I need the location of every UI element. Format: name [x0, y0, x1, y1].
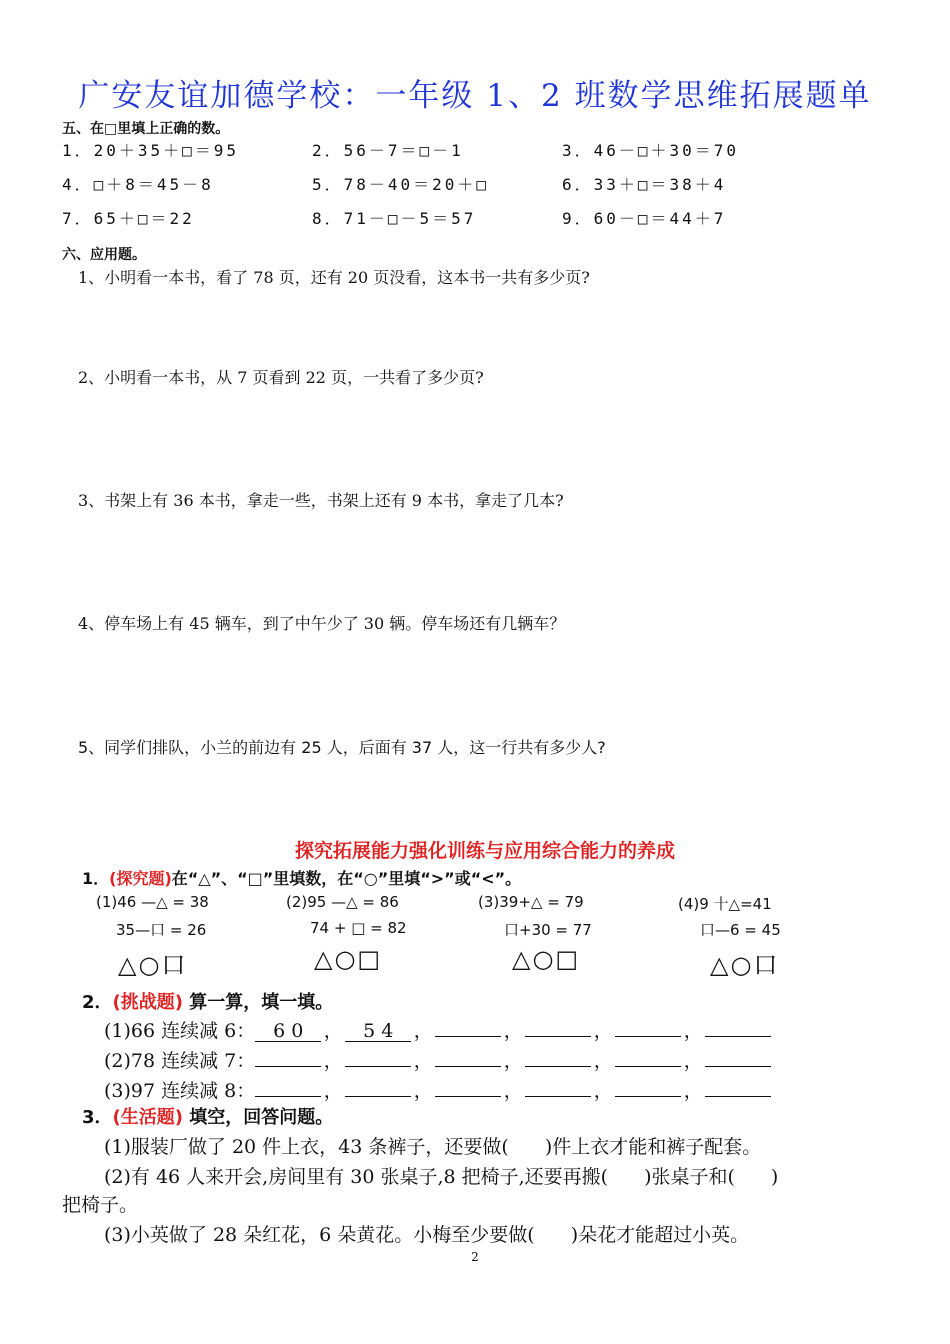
question-text: )	[770, 1166, 779, 1188]
answer-blank[interactable]	[345, 1046, 411, 1067]
section-6-heading: 六、应用题。	[62, 247, 146, 263]
equation-3: 3．46－□＋30＝70	[562, 141, 740, 160]
exercise-3-question-1	[104, 1132, 761, 1159]
exercise-3-question-2	[104, 1162, 778, 1189]
word-problem-4: 4、停车场上有 45 辆车，到了中午少了 30 辆。停车场还有几辆车？	[78, 614, 566, 633]
exercise-2-heading	[82, 988, 333, 1014]
exercise-1-compare-3: △○□	[512, 945, 581, 973]
question-text: )朵花才能超过小英。	[570, 1224, 750, 1246]
answer-blank[interactable]	[705, 1016, 771, 1037]
exercise-1-item-3-top: (3)39+△ = 79	[478, 893, 584, 911]
answer-blank[interactable]	[615, 1016, 681, 1037]
equation-2: 2．56－7＝□－1	[312, 141, 464, 160]
section-subtitle: 探究拓展能力强化训练与应用综合能力的养成	[294, 840, 675, 862]
exercise-3-heading	[82, 1103, 333, 1129]
exercise-1-item-1-top: (1)46 —△ = 38	[96, 893, 209, 911]
question-text: )件上衣才能和裤子配套。	[544, 1136, 762, 1158]
section-5-heading: 五、在□里填上正确的数。	[62, 121, 230, 137]
answer-blank[interactable]	[615, 1046, 681, 1067]
exercise-3-tag: (生活题)	[112, 1107, 183, 1128]
exercise-1-compare-1: △○口	[118, 951, 188, 979]
exercise-2-row-3: (3)97 连续减 8： ， ， ， ， ，	[104, 1076, 771, 1103]
question-text: (3)小英做了 28 朵红花，6 朵黄花。小梅至少要做(	[104, 1224, 535, 1246]
exercise-1-item-2-bottom: 74 + □ = 82	[310, 919, 407, 937]
answer-blank[interactable]	[525, 1016, 591, 1037]
exercise-1-item-4-top: (4)9 十△=41	[678, 895, 772, 913]
exercise-1-compare-4: △○口	[710, 951, 780, 979]
equation-6: 6．33＋□＝38＋4	[562, 175, 727, 194]
exercise-1-item-1-bottom: 35—口 = 26	[116, 921, 207, 939]
exercise-3-question-2-cont: 把椅子。	[62, 1194, 139, 1216]
answer-blank[interactable]	[525, 1076, 591, 1097]
exercise-2-row-2: (2)78 连续减 7： ， ， ， ， ，	[104, 1046, 771, 1073]
answer-blank[interactable]	[345, 1076, 411, 1097]
equation-4: 4．□＋8＝45－8	[62, 175, 214, 194]
answer-blank[interactable]	[435, 1016, 501, 1037]
word-problem-5: 5、同学们排队，小兰的前边有 25 人，后面有 37 人，这一行共有多少人?	[78, 738, 606, 757]
exercise-2-row-1: (1)66 连续减 6： 6 0 ， 5 4 ， ， ， ，	[104, 1016, 771, 1043]
exercise-1-item-3-bottom: 口+30 = 77	[504, 921, 592, 939]
answer-blank[interactable]: 6 0	[255, 1021, 321, 1042]
exercise-1-tag: (探究题)	[109, 869, 172, 888]
word-problem-2: 2、小明看一本书，从 7 页看到 22 页，一共看了多少页?	[78, 368, 484, 387]
exercise-2-row-label: (1)66 连续减 6：	[104, 1020, 256, 1042]
exercise-2-row-label: (3)97 连续减 8：	[104, 1080, 256, 1102]
exercise-3-number: 3．	[82, 1107, 113, 1128]
question-text: (2)有 46 人来开会,房间里有 30 张桌子,8 把椅子,还要再搬(	[104, 1166, 609, 1188]
exercise-1-number: 1．	[82, 869, 110, 888]
exercise-1-heading	[82, 866, 521, 889]
page-number: 2	[471, 1250, 479, 1264]
answer-blank[interactable]	[255, 1076, 321, 1097]
question-text: (1)服装厂做了 20 件上衣，43 条裤子，还要做(	[104, 1136, 509, 1158]
answer-blank[interactable]	[705, 1046, 771, 1067]
answer-blank[interactable]	[705, 1076, 771, 1097]
word-problem-1: 1、小明看一本书，看了 78 页，还有 20 页没看，这本书一共有多少页?	[78, 268, 590, 287]
answer-blank[interactable]	[435, 1076, 501, 1097]
equation-9: 9．60－□＝44＋7	[562, 209, 727, 228]
equation-7: 7．65＋□＝22	[62, 209, 195, 228]
answer-blank[interactable]	[255, 1046, 321, 1067]
exercise-1-item-4-bottom: 口—6 = 45	[700, 921, 781, 939]
equation-1: 1．20＋35＋□＝95	[62, 141, 240, 160]
exercise-1-item-2-top: (2)95 —△ = 86	[286, 893, 399, 911]
answer-blank[interactable]	[435, 1046, 501, 1067]
equation-5: 5．78－40＝20＋□	[312, 175, 490, 194]
question-text: )张桌子和(	[644, 1166, 735, 1188]
answer-blank[interactable]	[615, 1076, 681, 1097]
exercise-3-instructions: 填空，回答问题。	[189, 1107, 334, 1128]
exercise-2-tag: (挑战题)	[112, 992, 183, 1013]
word-problem-3: 3、书架上有 36 本书，拿走一些，书架上还有 9 本书，拿走了几本?	[78, 491, 564, 510]
answer-blank[interactable]: 5 4	[345, 1021, 411, 1042]
exercise-2-number: 2．	[82, 992, 113, 1013]
page-title: 广安友谊加德学校：一年级 1、2 班数学思维拓展题单	[78, 78, 872, 114]
exercise-2-row-label: (2)78 连续减 7：	[104, 1050, 256, 1072]
exercise-3-question-3	[104, 1220, 749, 1247]
exercise-1-compare-2: △○□	[314, 945, 383, 973]
answer-blank[interactable]	[525, 1046, 591, 1067]
equation-8: 8．71－□－5＝57	[312, 209, 477, 228]
exercise-1-instructions: 在“△”、“□”里填数，在“○”里填“>”或“<”。	[171, 869, 522, 888]
exercise-2-instructions: 算一算，填一填。	[189, 992, 334, 1013]
